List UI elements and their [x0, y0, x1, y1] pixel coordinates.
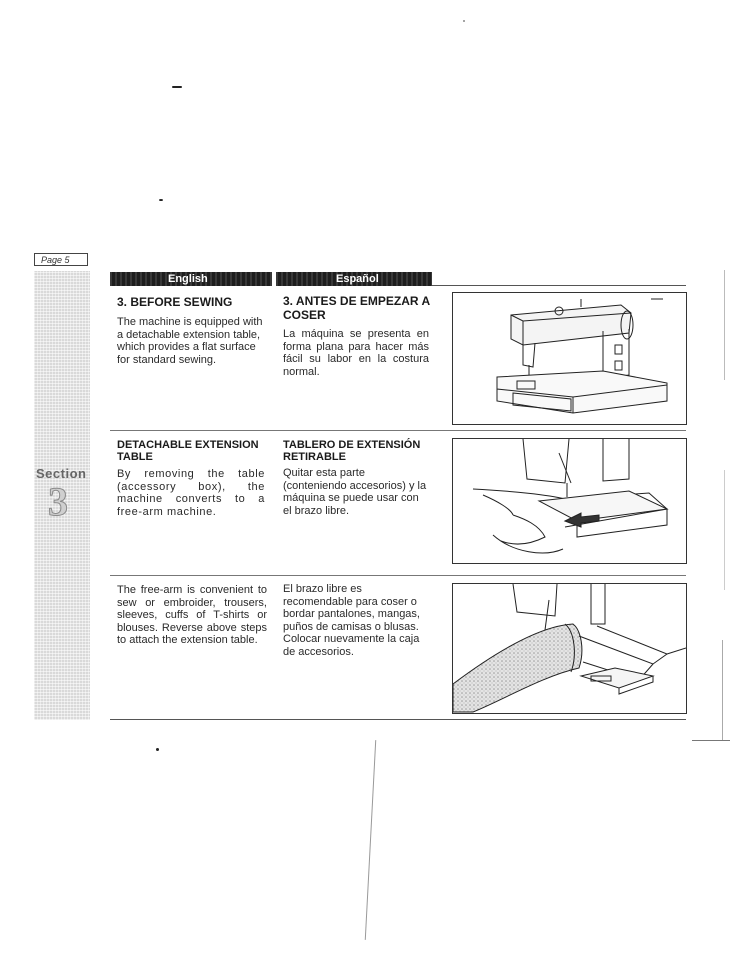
scan-line — [692, 740, 730, 741]
remove-table-drawing — [453, 439, 686, 563]
sewing-machine-illustration — [452, 292, 687, 425]
spanish-heading-tablero: TABLERO DE EXTENSIÓN RETIRABLE — [283, 439, 421, 463]
free-arm-illustration — [452, 583, 687, 714]
scan-speck — [463, 20, 465, 22]
scan-speck — [156, 748, 159, 751]
section-number: 3 — [48, 479, 68, 524]
spanish-paragraph-tablero: Quitar esta parte (conteniendo accesorios) y la máquina se puede usar con el brazo libre. — [283, 467, 427, 517]
free-arm-drawing — [453, 584, 686, 713]
scan-line — [724, 270, 725, 380]
scan-line — [724, 470, 725, 590]
scan-line — [365, 740, 376, 940]
header-rule — [432, 285, 686, 286]
english-heading-extension-table: DETACHABLE EXTENSION TABLE — [117, 439, 259, 463]
remove-extension-table-illustration — [452, 438, 687, 564]
page-label: Page 5 — [34, 253, 88, 266]
english-label: English — [168, 273, 208, 285]
espanol-header-bar — [276, 272, 432, 286]
english-paragraph-free-arm: The free-arm is convenient to sew or embroider, trousers, sleeves, cuffs of T-shirts or blouses. Reverse above steps to attach the extension table. — [117, 584, 267, 646]
scan-line — [722, 640, 723, 740]
english-paragraph-extension-table: By removing the table (accessory box), the machine converts to a free-arm machine. — [117, 468, 265, 518]
divider-rule — [110, 430, 686, 431]
spanish-paragraph-brazo-libre: El brazo libre es recomendable para coser o bordar pantalones, mangas, puños de camisas o blusas. Colocar nuevamente la caja de accesorios. — [283, 583, 420, 658]
espanol-label: Español — [336, 273, 379, 285]
sewing-machine-drawing — [453, 293, 686, 424]
spanish-paragraph-antes-de-empezar: La máquina se presenta en forma plana para hacer más fácil su labor en la costura normal. — [283, 328, 429, 378]
spanish-heading-antes-de-empezar: 3. ANTES DE EMPEZAR A COSER — [283, 294, 430, 322]
english-heading-before-sewing: 3. BEFORE SEWING — [117, 295, 233, 309]
english-header-bar — [110, 272, 272, 286]
section-label: Section — [36, 466, 87, 481]
divider-rule — [110, 575, 686, 576]
scan-speck — [172, 86, 182, 88]
bottom-rule — [110, 719, 686, 720]
english-paragraph-before-sewing: The machine is equipped with a detachable extension table, which provides a flat surface for standard sewing. — [117, 316, 263, 366]
scan-speck — [159, 199, 163, 201]
